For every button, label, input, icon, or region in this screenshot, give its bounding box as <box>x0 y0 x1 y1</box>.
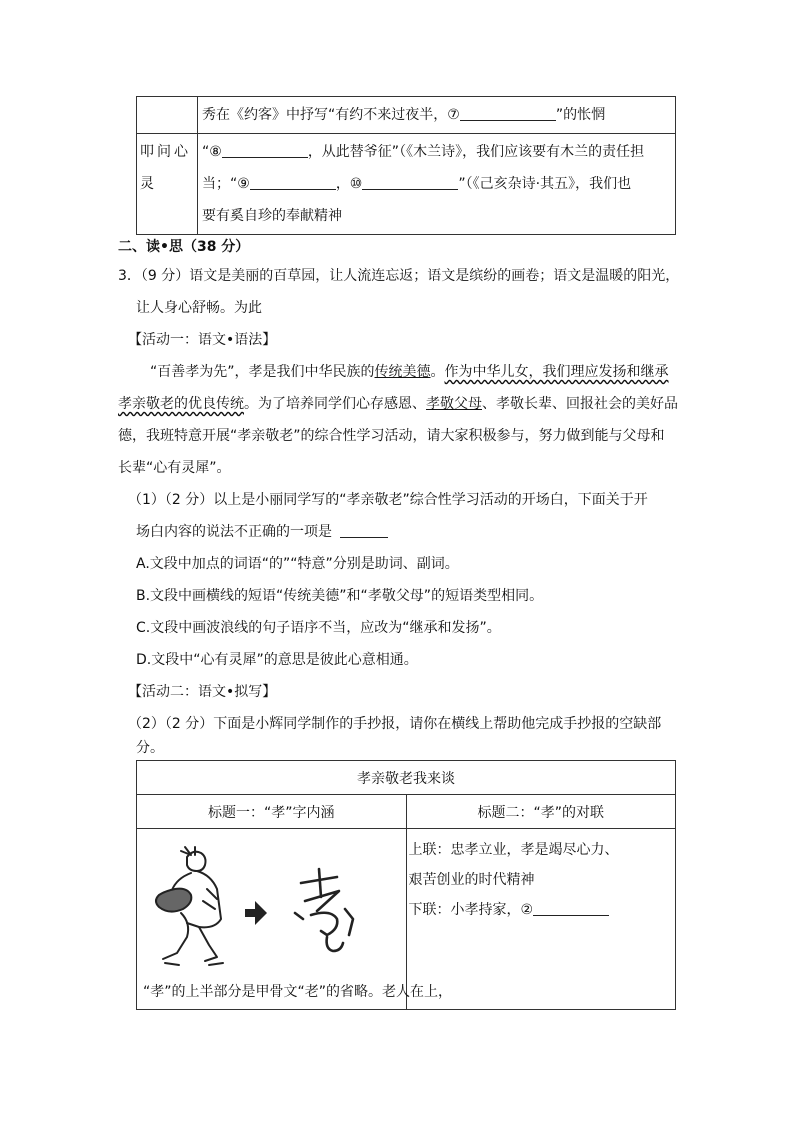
sub2-line2: 分。 <box>136 740 164 756</box>
row2-line2-c: ”（《己亥杂诗·其五》，我们也 <box>458 176 632 192</box>
sub2-line1: （2）（2 分）下面是小辉同学制作的手抄报，请你在横线上帮助他完成手抄报的空缺部 <box>128 716 662 732</box>
option-a: A.文段中加点的词语“的”“特意”分别是助词、副词。 <box>136 556 459 572</box>
para-l1-a: “百善孝为先”，孝是我们中华民族的 <box>150 364 375 380</box>
option-b: B.文段中画横线的短语“传统美德”和“孝敬父母”的短语类型相同。 <box>136 588 544 604</box>
answer-blank-9[interactable] <box>250 173 336 190</box>
character-caption: “孝”的上半部分是甲骨文“老”的省略。老人在上， <box>143 984 453 1000</box>
para-line2 <box>118 393 678 413</box>
handbill-table <box>136 760 676 1010</box>
row2-line2-a: 当；“⑨ <box>202 176 250 192</box>
answer-blank-10[interactable] <box>362 173 458 190</box>
option-c: C.文段中画波浪线的句子语序不当，应改为“继承和发扬”。 <box>136 620 501 636</box>
handbill-head1: 标题一：“孝”字内涵 <box>137 795 407 829</box>
q3-line1: 3．（9 分）语文是美丽的百草园，让人流连忘返；语文是缤纷的画卷；语文是温暖的阳光， <box>118 268 680 284</box>
activity1-heading: 【活动一：语文•语法】 <box>128 332 277 348</box>
row2-line3: 要有奚自珍的奉献精神 <box>202 208 342 224</box>
quote-table <box>136 96 676 235</box>
upper-couplet-line2: 艰苦创业的时代精神 <box>408 872 535 888</box>
answer-blank-8[interactable] <box>222 141 308 158</box>
para-line1 <box>150 361 669 381</box>
lower-couplet-text: 下联：小孝持家，② <box>408 902 534 918</box>
answer-blank-2[interactable] <box>533 899 609 916</box>
activity2-heading: 【活动二：语文•拟写】 <box>128 684 277 700</box>
table-cell-row2 <box>198 134 676 235</box>
sub1-l2-text: 场白内容的说法不正确的一项是 <box>136 524 332 540</box>
row1-text: 秀在《约客》中抒写“有约不来过夜半，⑦ <box>202 107 460 123</box>
handbill-title: 孝亲敬老我来谈 <box>137 761 676 795</box>
table-cell-row1 <box>198 97 676 134</box>
lower-couplet <box>409 895 674 925</box>
option-d: D.文段中“心有灵犀”的意思是彼此心意相通。 <box>136 652 418 668</box>
row2-line1-b: ，从此替爷征”（《木兰诗》，我们应该要有木兰的责任担 <box>307 144 645 160</box>
underlined-phrase-2: 孝敬父母 <box>426 396 482 412</box>
section-title: 二、读•思（38 分） <box>118 239 250 255</box>
arrow-icon <box>245 901 267 925</box>
sub1-line1: （1）（2 分）以上是小丽同学写的“孝亲敬老”综合性学习活动的开场白，下面关于开 <box>128 492 648 508</box>
para-l1-b: 。 <box>430 364 445 380</box>
underlined-phrase-1: 传统美德 <box>374 364 431 380</box>
answer-blank-7[interactable] <box>460 104 556 121</box>
para-line4: 长辈“心有灵犀”。 <box>118 460 231 476</box>
para-l2-b: 、孝敬长辈、回报社会的美好品 <box>482 396 678 412</box>
row-label-heart <box>137 134 198 235</box>
table-cell-empty <box>137 97 198 134</box>
row2-line2-b: ，⑩ <box>335 176 363 192</box>
handbill-left-cell <box>137 829 453 1010</box>
sub1-line2 <box>136 521 388 541</box>
q3-line2: 让人身心舒畅。为此 <box>136 300 262 316</box>
row2-line1-a: “⑧ <box>202 144 222 160</box>
row1-text-end: ”的怅惘 <box>555 107 606 123</box>
handbill-head2: 标题二：“孝”的对联 <box>406 795 676 829</box>
para-line3: 德，我班特意开展“孝亲敬老”的综合性学习活动，请大家积极参与，努力做到能与父母和 <box>118 428 665 444</box>
answer-blank-sub1[interactable] <box>340 521 388 538</box>
elder-carrying-illustration <box>151 843 381 973</box>
upper-couplet: 上联：忠孝立业，孝是竭尽心力、 <box>408 842 619 858</box>
wavy-sentence-part2: 孝亲敬老的优良传统 <box>118 396 244 412</box>
wavy-sentence-part1: 作为中华儿女，我们理应发扬和继承 <box>444 364 669 380</box>
para-l2-a: 。为了培养同学们心存感恩、 <box>244 396 426 412</box>
row2-label-text: 叩问心灵 <box>140 144 191 192</box>
